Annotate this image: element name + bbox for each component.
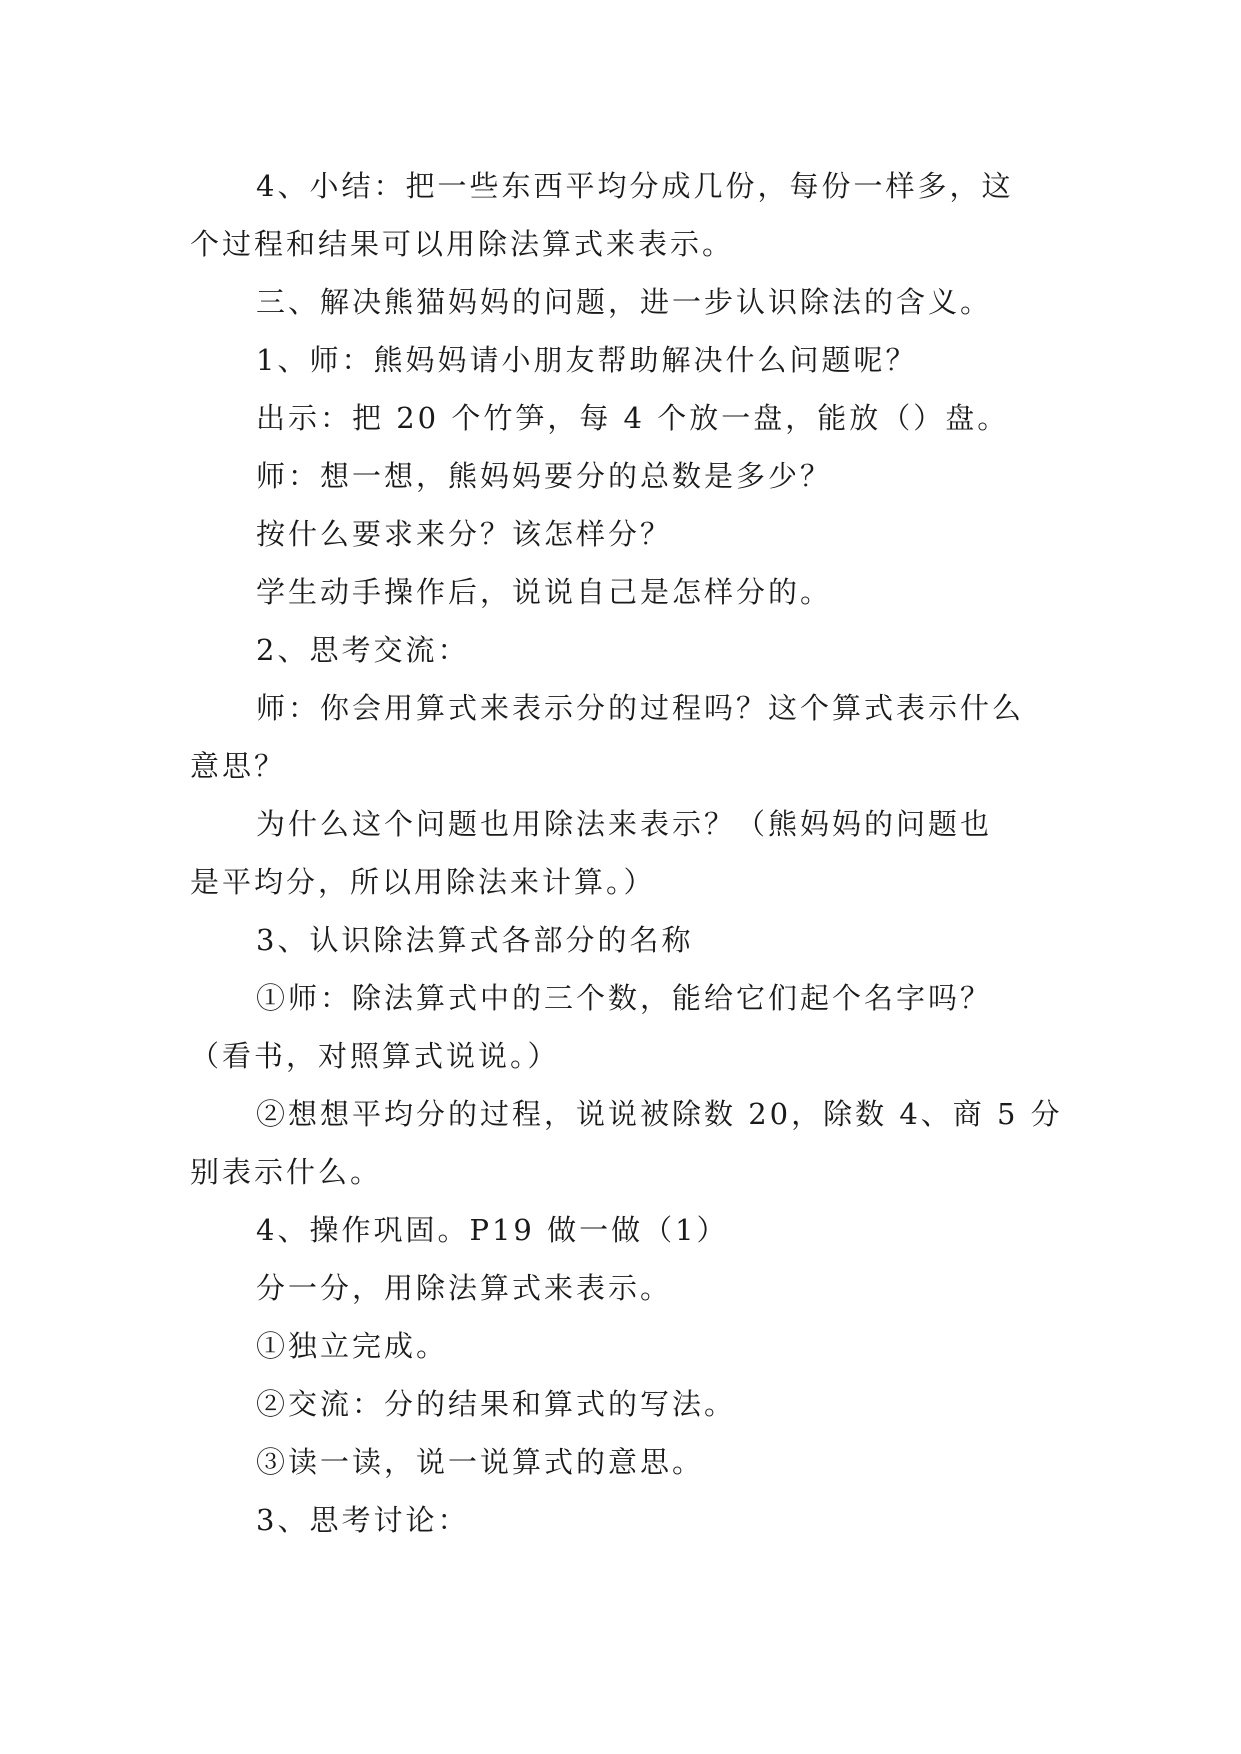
paragraph-line: 别表示什么。 bbox=[190, 1155, 383, 1189]
paragraph-line: 4、操作巩固。P19 做一做（1） bbox=[256, 1213, 729, 1247]
paragraph-line: 是平均分，所以用除法来计算。） bbox=[190, 865, 656, 899]
paragraph-line: 1、师：熊妈妈请小朋友帮助解决什么问题呢？ bbox=[256, 343, 918, 377]
paragraph-line: 个过程和结果可以用除法算式来表示。 bbox=[190, 227, 735, 261]
paragraph-line: 师：想一想，熊妈妈要分的总数是多少？ bbox=[256, 459, 833, 493]
paragraph-line: ①独立完成。 bbox=[256, 1329, 449, 1363]
section-heading: 三、解决熊猫妈妈的问题，进一步认识除法的含义。 bbox=[256, 285, 993, 319]
paragraph-line: 为什么这个问题也用除法来表示？（熊妈妈的问题也 bbox=[256, 807, 993, 841]
paragraph-line: 2、思考交流： bbox=[256, 633, 470, 667]
paragraph-line: 出示：把 20 个竹笋，每 4 个放一盘，能放（）盘。 bbox=[256, 401, 1010, 435]
paragraph-line: ②交流：分的结果和算式的写法。 bbox=[256, 1387, 737, 1421]
paragraph-line: 按什么要求来分？该怎样分？ bbox=[256, 517, 673, 551]
paragraph-line: 分一分，用除法算式来表示。 bbox=[256, 1271, 673, 1305]
paragraph-line: 意思？ bbox=[190, 749, 287, 783]
paragraph-line: ②想想平均分的过程，说说被除数 20，除数 4、商 5 分 bbox=[256, 1097, 1063, 1131]
paragraph-line: ③读一读，说一说算式的意思。 bbox=[256, 1445, 705, 1479]
paragraph-line: （看书，对照算式说说。） bbox=[190, 1039, 560, 1073]
paragraph-line: 3、认识除法算式各部分的名称 bbox=[256, 923, 694, 957]
paragraph-line: ①师：除法算式中的三个数，能给它们起个名字吗？ bbox=[256, 981, 993, 1015]
paragraph-line: 师：你会用算式来表示分的过程吗？这个算式表示什么 bbox=[256, 691, 1025, 725]
paragraph-line: 学生动手操作后，说说自己是怎样分的。 bbox=[256, 575, 833, 609]
paragraph-line: 3、思考讨论： bbox=[256, 1503, 470, 1537]
paragraph-line: 4、小结：把一些东西平均分成几份，每份一样多，这 bbox=[256, 169, 1014, 203]
